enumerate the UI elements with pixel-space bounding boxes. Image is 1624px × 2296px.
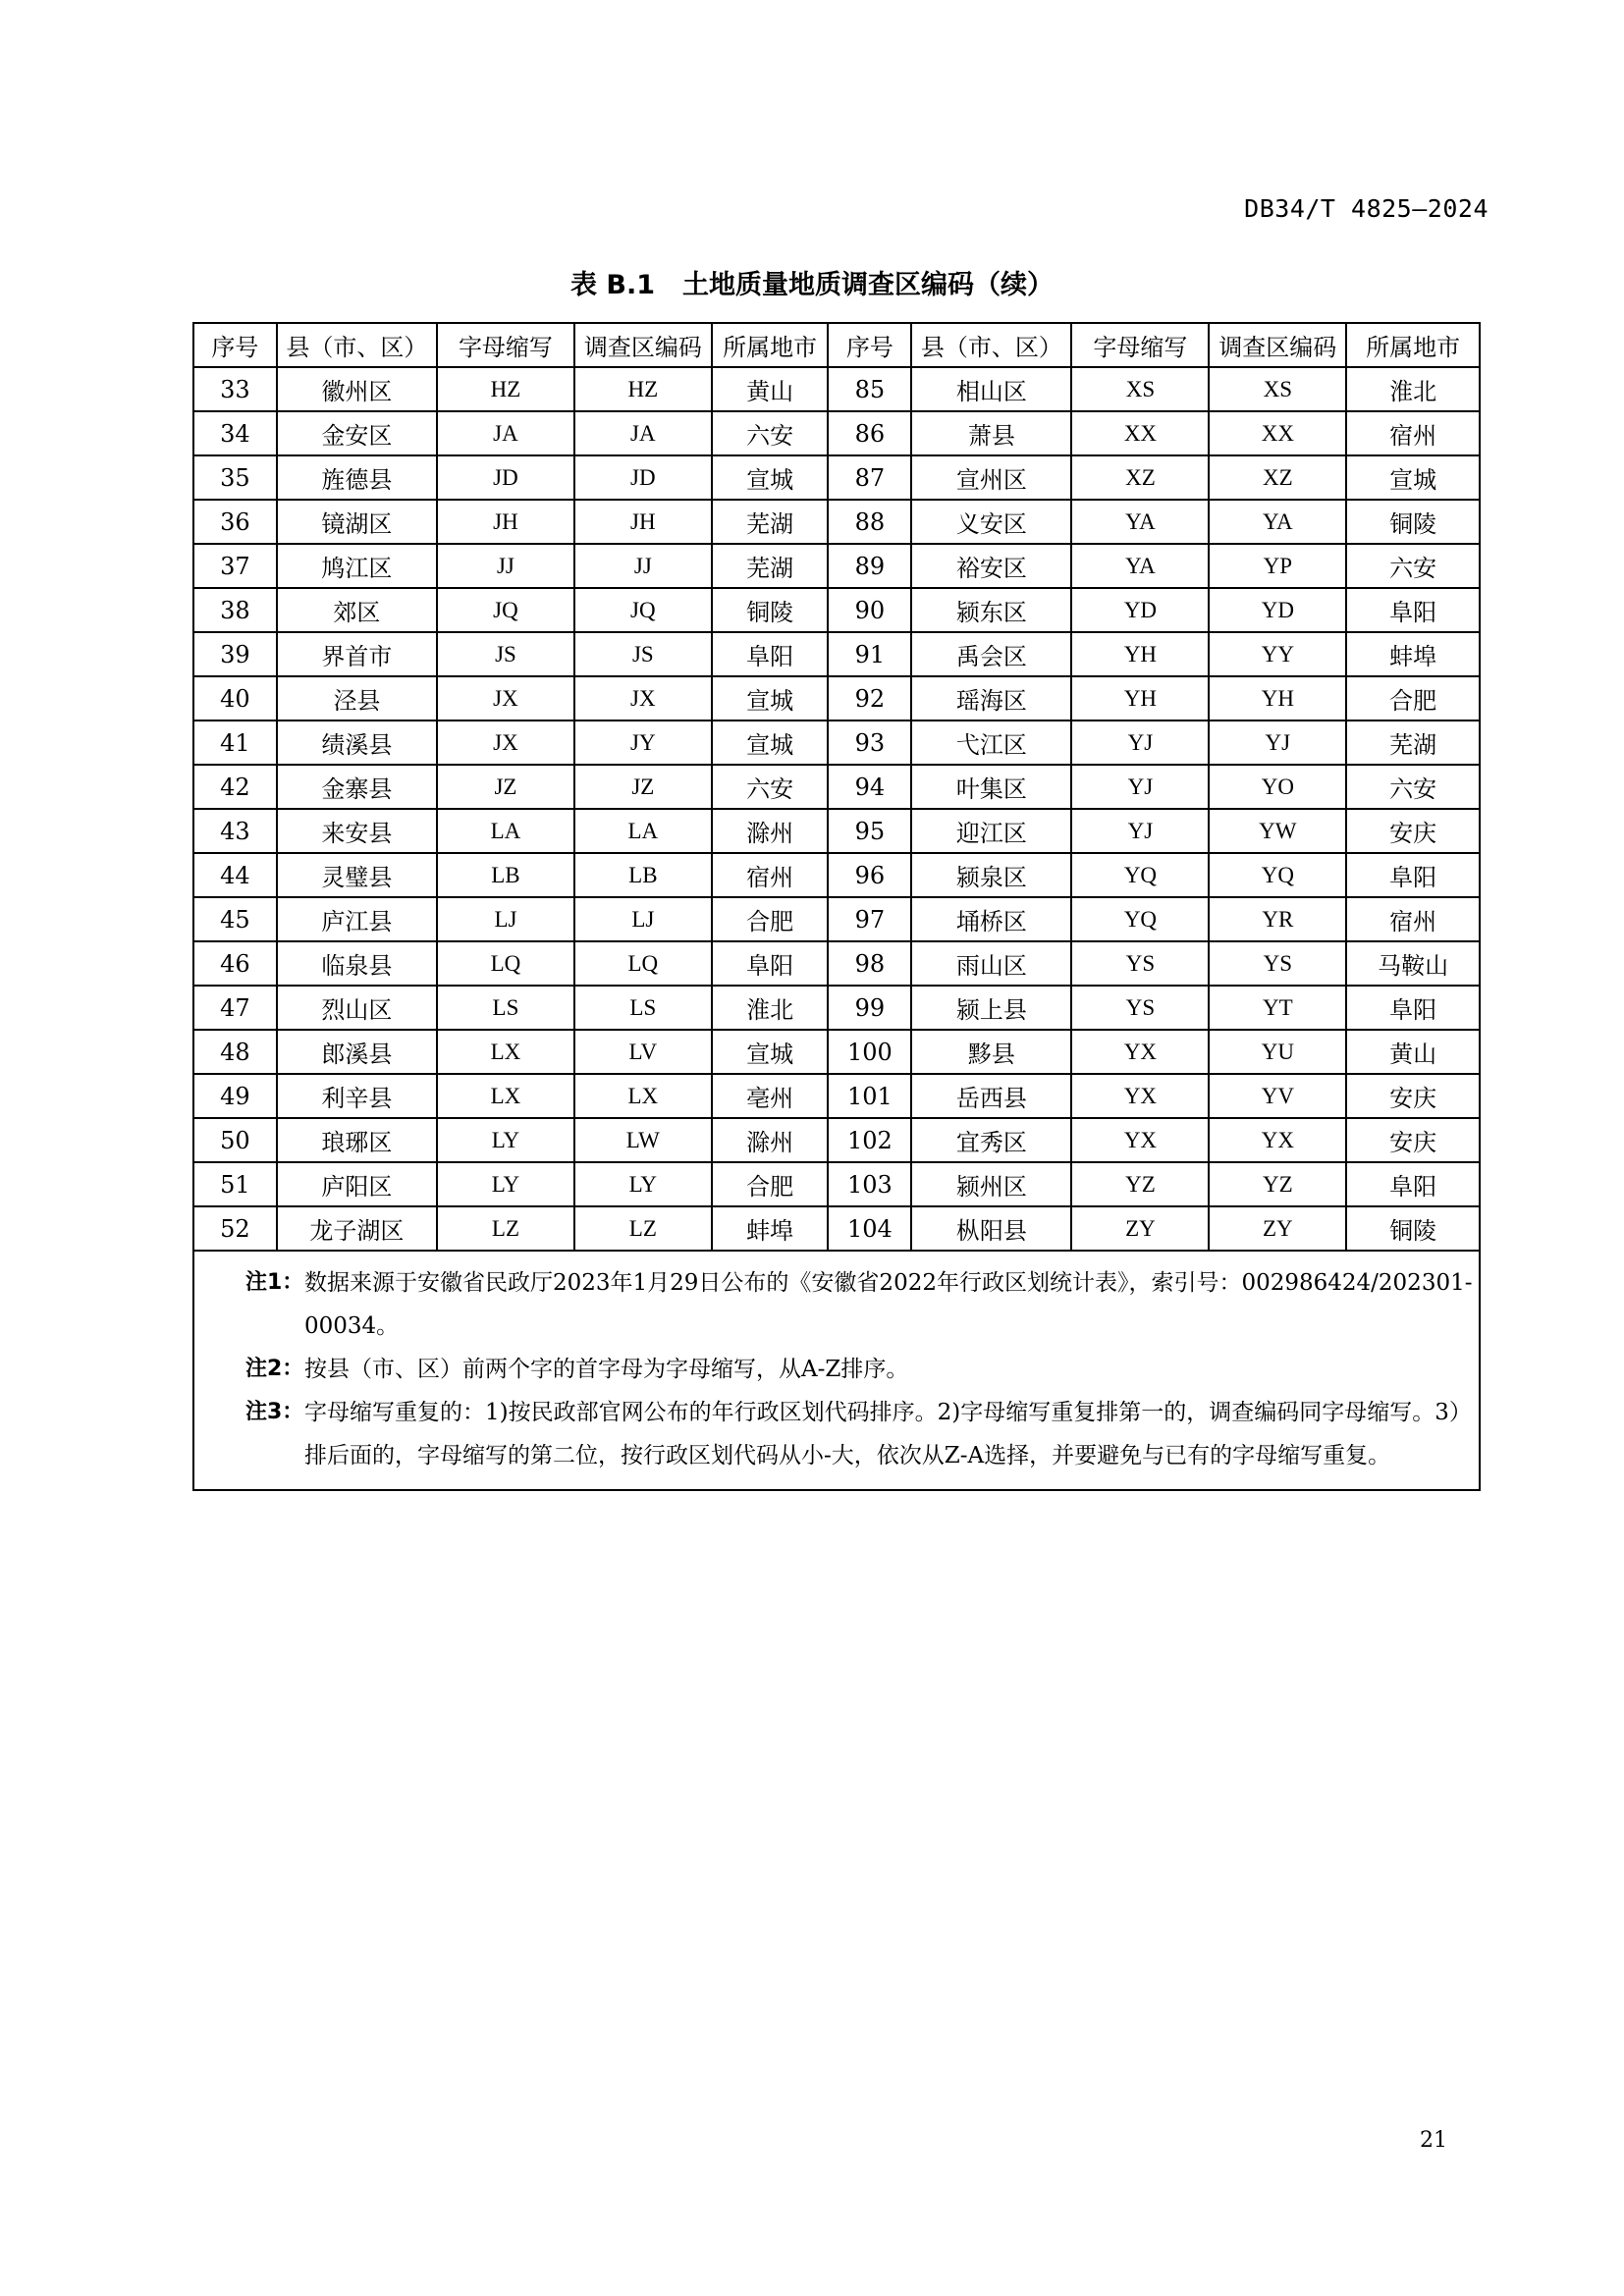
table-cell: 黟县 <box>911 1030 1071 1074</box>
table-cell: XZ <box>1071 455 1209 500</box>
table-cell: YZ <box>1209 1162 1346 1206</box>
table-cell: 绩溪县 <box>277 721 437 765</box>
table-cell: 98 <box>828 941 911 986</box>
table-cell: 阜阳 <box>1346 853 1480 897</box>
table-cell: 85 <box>828 367 911 411</box>
table-cell: JX <box>574 676 712 721</box>
table-cell: 88 <box>828 500 911 544</box>
table-cell: XS <box>1071 367 1209 411</box>
table-cell: 颍东区 <box>911 588 1071 632</box>
table-cell: YV <box>1209 1074 1346 1118</box>
column-header: 县（市、区） <box>277 323 437 367</box>
table-cell: 庐阳区 <box>277 1162 437 1206</box>
table-cell: 枞阳县 <box>911 1206 1071 1251</box>
table-cell: JZ <box>437 765 574 809</box>
table-cell: JA <box>574 411 712 455</box>
table-cell: YR <box>1209 897 1346 941</box>
table-cell: 裕安区 <box>911 544 1071 588</box>
table-row <box>193 544 1480 588</box>
table-cell: JS <box>437 632 574 676</box>
table-number: 表 B.1 <box>569 270 656 300</box>
table-cell: 宣城 <box>712 455 829 500</box>
table-cell: 灵璧县 <box>277 853 437 897</box>
table-cell: YS <box>1209 941 1346 986</box>
column-header: 所属地市 <box>712 323 829 367</box>
note-item <box>194 1391 1479 1477</box>
table-cell: 宿州 <box>1346 411 1480 455</box>
table-cell: 马鞍山 <box>1346 941 1480 986</box>
table-row <box>193 455 1480 500</box>
table-cell: 50 <box>193 1118 277 1162</box>
table-cell: 铜陵 <box>712 588 829 632</box>
table-cell: 宿州 <box>712 853 829 897</box>
note-text: 按县（市、区）前两个字的首字母为字母缩写，从A-Z排序。 <box>304 1357 909 1382</box>
table-cell: YS <box>1071 986 1209 1030</box>
table-cell: 芜湖 <box>1346 721 1480 765</box>
table-cell: 龙子湖区 <box>277 1206 437 1251</box>
note-item <box>194 1261 1479 1348</box>
table-cell: 瑶海区 <box>911 676 1071 721</box>
table-cell: LV <box>574 1030 712 1074</box>
table-cell: 禹会区 <box>911 632 1071 676</box>
table-cell: 94 <box>828 765 911 809</box>
table-cell: 铜陵 <box>1346 1206 1480 1251</box>
table-cell: JQ <box>574 588 712 632</box>
table-row <box>193 1030 1480 1074</box>
table-caption <box>0 263 1624 301</box>
table-row <box>193 367 1480 411</box>
table-cell: 阜阳 <box>1346 588 1480 632</box>
table-cell: YJ <box>1071 721 1209 765</box>
table-cell: ZY <box>1071 1206 1209 1251</box>
table-cell: 99 <box>828 986 911 1030</box>
table-cell: 阜阳 <box>712 941 829 986</box>
table-cell: LX <box>437 1030 574 1074</box>
table-cell: YQ <box>1209 853 1346 897</box>
table-header-row <box>193 323 1480 367</box>
table-cell: 100 <box>828 1030 911 1074</box>
table-cell: 41 <box>193 721 277 765</box>
table-cell: 颍上县 <box>911 986 1071 1030</box>
table-row <box>193 941 1480 986</box>
table-container <box>192 322 1481 1491</box>
table-cell: 埇桥区 <box>911 897 1071 941</box>
table-cell: 鸠江区 <box>277 544 437 588</box>
table-cell: 金安区 <box>277 411 437 455</box>
table-cell: 合肥 <box>712 1162 829 1206</box>
table-cell: LW <box>574 1118 712 1162</box>
table-cell: 金寨县 <box>277 765 437 809</box>
table-cell: 合肥 <box>712 897 829 941</box>
table-body <box>193 367 1480 1251</box>
table-cell: HZ <box>437 367 574 411</box>
column-header: 序号 <box>193 323 277 367</box>
table-cell: HZ <box>574 367 712 411</box>
table-row <box>193 632 1480 676</box>
table-cell: 安庆 <box>1346 809 1480 853</box>
table-cell: 滁州 <box>712 1118 829 1162</box>
table-cell: 宣州区 <box>911 455 1071 500</box>
table-cell: LY <box>437 1118 574 1162</box>
table-cell: LJ <box>437 897 574 941</box>
table-title: 土地质量地质调查区编码（续） <box>682 270 1055 300</box>
table-cell: 101 <box>828 1074 911 1118</box>
table-cell: 利辛县 <box>277 1074 437 1118</box>
table-cell: 相山区 <box>911 367 1071 411</box>
table-notes <box>192 1252 1481 1491</box>
table-cell: 宣城 <box>712 1030 829 1074</box>
table-cell: YA <box>1071 500 1209 544</box>
table-cell: 95 <box>828 809 911 853</box>
table-cell: XX <box>1071 411 1209 455</box>
table-cell: LJ <box>574 897 712 941</box>
table-row <box>193 1206 1480 1251</box>
table-cell: 42 <box>193 765 277 809</box>
table-cell: YH <box>1209 676 1346 721</box>
table-cell: 阜阳 <box>1346 986 1480 1030</box>
column-header: 调查区编码 <box>1209 323 1346 367</box>
table-cell: 宜秀区 <box>911 1118 1071 1162</box>
table-cell: XZ <box>1209 455 1346 500</box>
note-text: 字母缩写重复的：1)按民政部官网公布的年行政区划代码排序。2)字母缩写重复排第一的，调查编码同字母缩写。3）排后面的，字母缩写的第二位，按行政区划代码从小-大，依次从Z-A选择，并要避免与已有的字母缩写重复。 <box>304 1400 1472 1468</box>
table-cell: LX <box>574 1074 712 1118</box>
table-cell: 旌德县 <box>277 455 437 500</box>
table-cell: 颍泉区 <box>911 853 1071 897</box>
table-cell: 92 <box>828 676 911 721</box>
table-cell: 六安 <box>712 765 829 809</box>
table-cell: LB <box>574 853 712 897</box>
table-cell: LZ <box>437 1206 574 1251</box>
table-cell: JJ <box>437 544 574 588</box>
table-cell: YJ <box>1071 765 1209 809</box>
table-cell: 安庆 <box>1346 1118 1480 1162</box>
table-cell: 37 <box>193 544 277 588</box>
table-cell: YA <box>1071 544 1209 588</box>
table-cell: XX <box>1209 411 1346 455</box>
table-cell: YO <box>1209 765 1346 809</box>
table-cell: 黄山 <box>712 367 829 411</box>
table-cell: 96 <box>828 853 911 897</box>
table-cell: 宣城 <box>712 721 829 765</box>
table-cell: 镜湖区 <box>277 500 437 544</box>
table-cell: 淮北 <box>712 986 829 1030</box>
table-cell: 弋江区 <box>911 721 1071 765</box>
table-row <box>193 1074 1480 1118</box>
table-cell: 97 <box>828 897 911 941</box>
table-cell: YZ <box>1071 1162 1209 1206</box>
table-cell: JZ <box>574 765 712 809</box>
table-row <box>193 986 1480 1030</box>
table-cell: 36 <box>193 500 277 544</box>
table-cell: 103 <box>828 1162 911 1206</box>
table-cell: YJ <box>1071 809 1209 853</box>
table-cell: LX <box>437 1074 574 1118</box>
column-header: 县（市、区） <box>911 323 1071 367</box>
table-cell: 六安 <box>1346 765 1480 809</box>
table-cell: 芜湖 <box>712 544 829 588</box>
table-cell: YH <box>1071 632 1209 676</box>
table-row <box>193 853 1480 897</box>
table-cell: 47 <box>193 986 277 1030</box>
table-cell: 界首市 <box>277 632 437 676</box>
column-header: 字母缩写 <box>1071 323 1209 367</box>
table-cell: JD <box>574 455 712 500</box>
table-cell: YX <box>1071 1074 1209 1118</box>
table-cell: 岳西县 <box>911 1074 1071 1118</box>
table-cell: JQ <box>437 588 574 632</box>
table-cell: YX <box>1071 1118 1209 1162</box>
table-cell: 琅琊区 <box>277 1118 437 1162</box>
table-cell: LB <box>437 853 574 897</box>
column-header: 调查区编码 <box>574 323 712 367</box>
table-cell: 来安县 <box>277 809 437 853</box>
table-row <box>193 1162 1480 1206</box>
table-cell: YH <box>1071 676 1209 721</box>
table-cell: LQ <box>574 941 712 986</box>
column-header: 字母缩写 <box>437 323 574 367</box>
table-cell: 临泉县 <box>277 941 437 986</box>
table-cell: 黄山 <box>1346 1030 1480 1074</box>
table-cell: 40 <box>193 676 277 721</box>
table-cell: 亳州 <box>712 1074 829 1118</box>
table-cell: 宣城 <box>1346 455 1480 500</box>
table-cell: 44 <box>193 853 277 897</box>
note-label: 注1： <box>245 1270 304 1295</box>
table-cell: 35 <box>193 455 277 500</box>
table-cell: 合肥 <box>1346 676 1480 721</box>
table-cell: 91 <box>828 632 911 676</box>
table-cell: 滁州 <box>712 809 829 853</box>
table-cell: 49 <box>193 1074 277 1118</box>
table-cell: 烈山区 <box>277 986 437 1030</box>
table-cell: 46 <box>193 941 277 986</box>
table-cell: YS <box>1071 941 1209 986</box>
table-cell: YD <box>1071 588 1209 632</box>
table-cell: 宣城 <box>712 676 829 721</box>
table-cell: LQ <box>437 941 574 986</box>
table-cell: 颍州区 <box>911 1162 1071 1206</box>
table-cell: 104 <box>828 1206 911 1251</box>
table-cell: 六安 <box>712 411 829 455</box>
note-label: 注3： <box>245 1400 304 1424</box>
table-cell: 蚌埠 <box>712 1206 829 1251</box>
table-cell: 郎溪县 <box>277 1030 437 1074</box>
table-cell: 52 <box>193 1206 277 1251</box>
table-cell: 六安 <box>1346 544 1480 588</box>
table-cell: 雨山区 <box>911 941 1071 986</box>
table-row <box>193 588 1480 632</box>
table-cell: LA <box>574 809 712 853</box>
table-cell: 铜陵 <box>1346 500 1480 544</box>
table-cell: 蚌埠 <box>1346 632 1480 676</box>
table-cell: JY <box>574 721 712 765</box>
table-cell: 93 <box>828 721 911 765</box>
table-cell: 迎江区 <box>911 809 1071 853</box>
table-row <box>193 897 1480 941</box>
table-cell: LY <box>437 1162 574 1206</box>
table-row <box>193 676 1480 721</box>
table-cell: 38 <box>193 588 277 632</box>
table-cell: JJ <box>574 544 712 588</box>
table-row <box>193 765 1480 809</box>
table-cell: YQ <box>1071 897 1209 941</box>
table-cell: 90 <box>828 588 911 632</box>
table-cell: YQ <box>1071 853 1209 897</box>
table-row <box>193 500 1480 544</box>
table-row <box>193 411 1480 455</box>
table-cell: 45 <box>193 897 277 941</box>
table-cell: YD <box>1209 588 1346 632</box>
table-cell: 34 <box>193 411 277 455</box>
table-cell: JH <box>437 500 574 544</box>
table-cell: JD <box>437 455 574 500</box>
table-cell: 徽州区 <box>277 367 437 411</box>
table-cell: 泾县 <box>277 676 437 721</box>
table-cell: 庐江县 <box>277 897 437 941</box>
table-cell: JS <box>574 632 712 676</box>
table-cell: YJ <box>1209 721 1346 765</box>
table-cell: YX <box>1209 1118 1346 1162</box>
table-cell: 义安区 <box>911 500 1071 544</box>
table-cell: 102 <box>828 1118 911 1162</box>
table-cell: 郊区 <box>277 588 437 632</box>
table-cell: YX <box>1071 1030 1209 1074</box>
table-cell: 33 <box>193 367 277 411</box>
table-cell: 89 <box>828 544 911 588</box>
document-code: DB34/T 4825—2024 <box>1244 194 1489 223</box>
column-header: 所属地市 <box>1346 323 1480 367</box>
table-cell: JH <box>574 500 712 544</box>
table-cell: LY <box>574 1162 712 1206</box>
table-row <box>193 809 1480 853</box>
table-cell: 宿州 <box>1346 897 1480 941</box>
table-cell: 86 <box>828 411 911 455</box>
table-cell: YP <box>1209 544 1346 588</box>
table-cell: 安庆 <box>1346 1074 1480 1118</box>
table-cell: ZY <box>1209 1206 1346 1251</box>
table-cell: 87 <box>828 455 911 500</box>
note-label: 注2： <box>245 1357 304 1381</box>
page-number: 21 <box>1420 2128 1447 2153</box>
table-cell: YA <box>1209 500 1346 544</box>
table-cell: 阜阳 <box>1346 1162 1480 1206</box>
table-row <box>193 1118 1480 1162</box>
table-cell: YW <box>1209 809 1346 853</box>
note-text: 数据来源于安徽省民政厅2023年1月29日公布的《安徽省2022年行政区划统计表》，索引号：002986424/202301-00034。 <box>304 1270 1473 1339</box>
table-cell: YT <box>1209 986 1346 1030</box>
table-cell: 43 <box>193 809 277 853</box>
table-cell: 淮北 <box>1346 367 1480 411</box>
table-cell: XS <box>1209 367 1346 411</box>
table-cell: JX <box>437 721 574 765</box>
column-header: 序号 <box>828 323 911 367</box>
table-cell: 叶集区 <box>911 765 1071 809</box>
table-cell: YU <box>1209 1030 1346 1074</box>
table-cell: 39 <box>193 632 277 676</box>
table-cell: 阜阳 <box>712 632 829 676</box>
table-cell: JX <box>437 676 574 721</box>
region-code-table <box>192 322 1481 1252</box>
table-cell: JA <box>437 411 574 455</box>
table-cell: 48 <box>193 1030 277 1074</box>
table-cell: 51 <box>193 1162 277 1206</box>
table-cell: LZ <box>574 1206 712 1251</box>
table-row <box>193 721 1480 765</box>
table-cell: 萧县 <box>911 411 1071 455</box>
table-cell: 芜湖 <box>712 500 829 544</box>
table-cell: YY <box>1209 632 1346 676</box>
note-item <box>194 1348 1479 1391</box>
table-cell: LA <box>437 809 574 853</box>
table-cell: LS <box>574 986 712 1030</box>
table-cell: LS <box>437 986 574 1030</box>
